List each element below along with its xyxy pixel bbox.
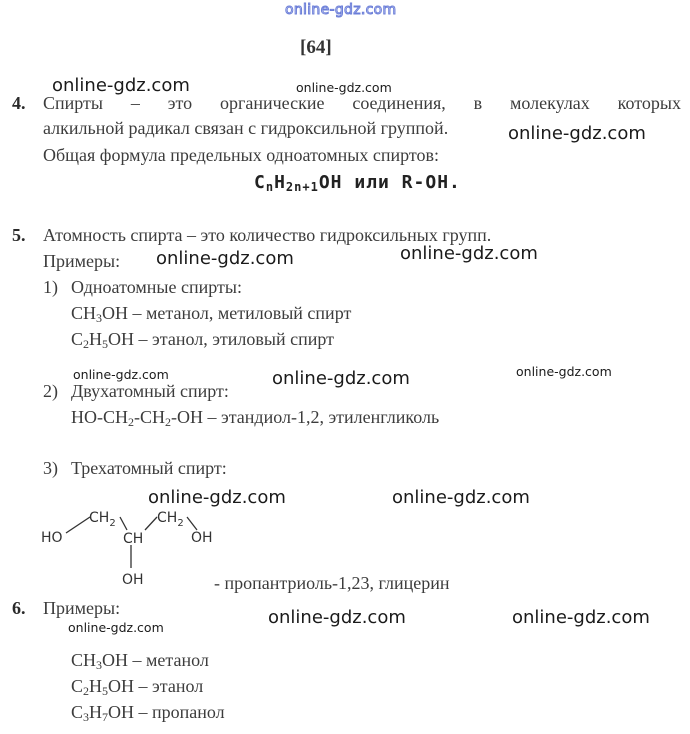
item-3-title: Трехатомный спирт: bbox=[71, 458, 227, 478]
ho-left-label: HO bbox=[41, 530, 63, 546]
q6-propanol: $C_3H_7OH$ – пропанол bbox=[71, 702, 225, 724]
watermark: online-gdz.com bbox=[512, 607, 650, 628]
methanol-line: $CH_3OH$ – метанол, метиловый спирт bbox=[71, 303, 352, 325]
q6-methanol: $CH_3OH$ – метанол bbox=[71, 650, 209, 672]
watermark-top: online-gdz.com bbox=[285, 2, 397, 18]
ch2-left-label: $CH_2$ bbox=[89, 510, 116, 529]
watermark: online-gdz.com bbox=[392, 487, 530, 508]
q5-examples-label: Примеры: bbox=[43, 251, 121, 271]
ch2-right-label: $CH_2$ bbox=[157, 510, 184, 529]
bond-ch2-oh bbox=[187, 517, 197, 530]
q6-examples-label: Примеры: bbox=[43, 598, 121, 618]
watermark: online-gdz.com bbox=[400, 243, 538, 264]
bond-ch2-ch bbox=[120, 517, 127, 530]
oh-bottom-label: OH bbox=[122, 572, 144, 588]
watermark: online-gdz.com bbox=[516, 364, 612, 379]
watermark: online-gdz.com bbox=[272, 368, 410, 389]
q5-line-1: Атомность спирта – это количество гидроксильных групп. bbox=[43, 225, 492, 245]
question-6-number: 6. bbox=[12, 598, 26, 618]
q6-ethanol: $C_2H_5OH$ – этанол bbox=[71, 676, 204, 698]
question-5-number: 5. bbox=[12, 225, 26, 245]
oh-right-label: OH bbox=[191, 530, 213, 546]
bond-ho-ch2 bbox=[66, 517, 90, 533]
watermark: online-gdz.com bbox=[73, 367, 169, 382]
item-2-marker: 2) bbox=[43, 381, 58, 401]
ethylene-glycol-line: $HO-CH_2-CH_2-OH$ – этандиол-1,2, этиленгликоль bbox=[71, 407, 440, 429]
item-1-title: Одноатомные спирты: bbox=[71, 277, 242, 297]
watermark: online-gdz.com bbox=[156, 248, 294, 269]
page-number: [64] bbox=[300, 37, 332, 58]
watermark: online-gdz.com bbox=[268, 607, 406, 628]
q4-line-2: алкильной радикал связан с гидроксильной группой. bbox=[43, 118, 449, 138]
item-2-title: Двухатомный спирт: bbox=[71, 381, 229, 401]
item-3-marker: 3) bbox=[43, 458, 58, 478]
glycerol-structure bbox=[35, 500, 225, 595]
bond-ch-ch2 bbox=[145, 517, 157, 530]
watermark: online-gdz.com bbox=[148, 487, 286, 508]
q4-line-1: Спирты – это органические соединения, в молекулах которых bbox=[43, 93, 681, 113]
watermark: online-gdz.com bbox=[296, 80, 392, 95]
item-1-marker: 1) bbox=[43, 277, 58, 297]
ch-label: CH bbox=[123, 531, 144, 547]
glycerol-caption: - пропантриоль-1,23, глицерин bbox=[214, 573, 450, 593]
watermark: online-gdz.com bbox=[508, 123, 646, 144]
general-formula: $C_nH_{2n+1}OH$ или R-OH. bbox=[254, 172, 461, 194]
q4-line-3: Общая формула предельных одноатомных спиртов: bbox=[43, 145, 440, 165]
watermark: online-gdz.com bbox=[68, 620, 164, 635]
ethanol-line: $C_2H_5OH$ – этанол, этиловый спирт bbox=[71, 329, 335, 351]
watermark: online-gdz.com bbox=[52, 75, 190, 96]
question-4-number: 4. bbox=[12, 93, 26, 113]
